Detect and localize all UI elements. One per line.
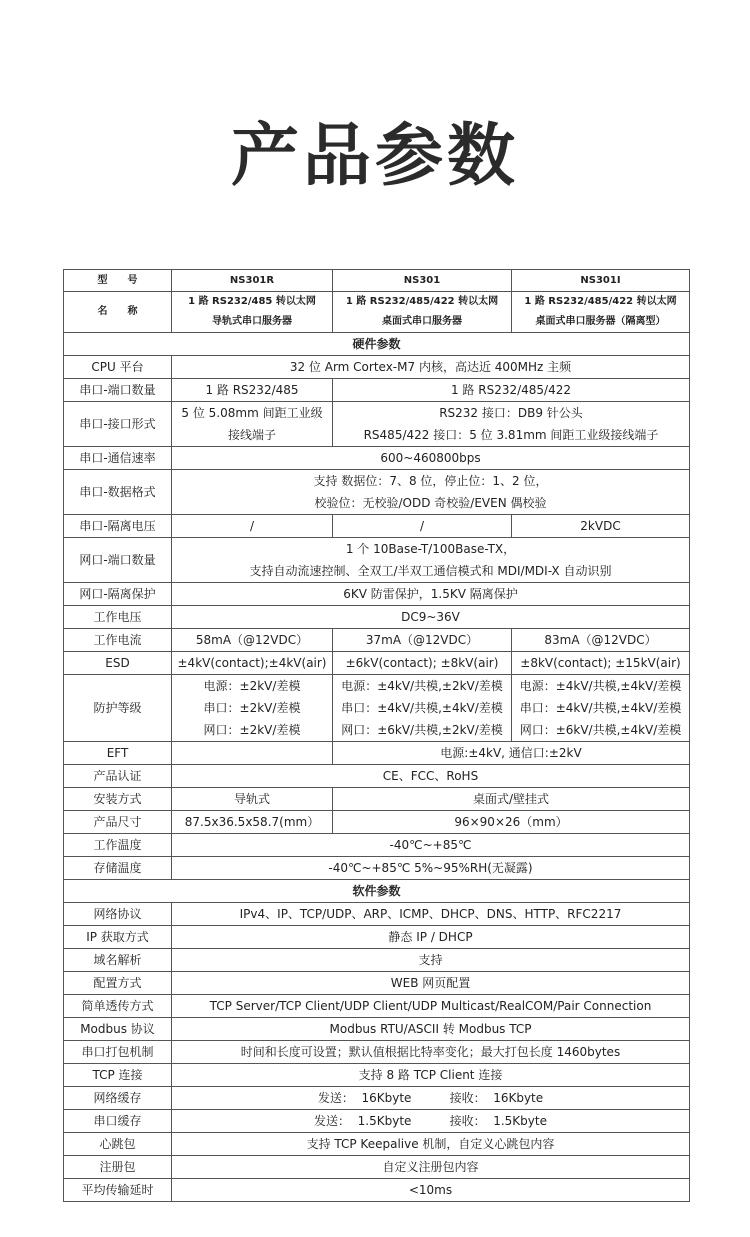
param-value: Modbus RTU/ASCII 转 Modbus TCP xyxy=(172,1018,690,1041)
param-label: 串口-接口形式 xyxy=(64,402,172,447)
section-row xyxy=(64,880,690,903)
param-value: 发送： 16Kbyte 接收： 16Kbyte xyxy=(172,1087,690,1110)
param-value: 支持 TCP Keepalive 机制，自定义心跳包内容 xyxy=(172,1133,690,1156)
table-row xyxy=(64,1156,690,1179)
param-value xyxy=(172,742,333,765)
name-ns301i: 1 路 RS232/485/422 转以太网 桌面式串口服务器（隔离型） xyxy=(512,292,690,333)
param-label: EFT xyxy=(64,742,172,765)
param-value: 96×90×26（mm） xyxy=(333,811,690,834)
table-row xyxy=(64,903,690,926)
table-row xyxy=(64,1064,690,1087)
param-value: 桌面式/壁挂式 xyxy=(333,788,690,811)
param-label: 串口-隔离电压 xyxy=(64,515,172,538)
param-value: ±8kV(contact); ±15kV(air) xyxy=(512,652,690,675)
param-value: 支持 xyxy=(172,949,690,972)
table-row xyxy=(64,834,690,857)
param-value: 导轨式 xyxy=(172,788,333,811)
param-label: 域名解析 xyxy=(64,949,172,972)
param-value: RS232 接口：DB9 针公头 RS485/422 接口：5 位 3.81mm 间距工业级接线端子 xyxy=(333,402,690,447)
table-row xyxy=(64,447,690,470)
table-row xyxy=(64,742,690,765)
table-row xyxy=(64,470,690,515)
param-value: IPv4、IP、TCP/UDP、ARP、ICMP、DHCP、DNS、HTTP、RFC2217 xyxy=(172,903,690,926)
name-ns301r: 1 路 RS232/485 转以太网 导轨式串口服务器 xyxy=(172,292,333,333)
param-value: WEB 网页配置 xyxy=(172,972,690,995)
table-row xyxy=(64,292,690,333)
model-label: 型 号 xyxy=(64,270,172,292)
param-label: IP 获取方式 xyxy=(64,926,172,949)
param-value: 时间和长度可设置；默认值根据比特率变化；最大打包长度 1460bytes xyxy=(172,1041,690,1064)
table-row xyxy=(64,270,690,292)
param-label: 工作电流 xyxy=(64,629,172,652)
param-value: 电源：±4kV/共模,±2kV/差模 串口：±4kV/共模,±4kV/差模 网口：±6kV/共模,±2kV/差模 xyxy=(333,675,512,742)
param-label: 串口-端口数量 xyxy=(64,379,172,402)
param-value: 电源：±4kV/共模,±4kV/差模 串口：±4kV/共模,±4kV/差模 网口：±6kV/共模,±4kV/差模 xyxy=(512,675,690,742)
param-value: 静态 IP / DHCP xyxy=(172,926,690,949)
param-label: 工作电压 xyxy=(64,606,172,629)
param-value: 83mA（@12VDC） xyxy=(512,629,690,652)
param-value: 支持 8 路 TCP Client 连接 xyxy=(172,1064,690,1087)
param-label: 工作温度 xyxy=(64,834,172,857)
table-row xyxy=(64,629,690,652)
table-row xyxy=(64,1087,690,1110)
param-value: 电源:±4kV, 通信口:±2kV xyxy=(333,742,690,765)
table-row xyxy=(64,379,690,402)
param-label: 配置方式 xyxy=(64,972,172,995)
param-value: 32 位 Arm Cortex-M7 内核，高达近 400MHz 主频 xyxy=(172,356,690,379)
param-label: 串口-通信速率 xyxy=(64,447,172,470)
table-row xyxy=(64,675,690,742)
table-row xyxy=(64,515,690,538)
param-label: TCP 连接 xyxy=(64,1064,172,1087)
param-value: 2kVDC xyxy=(512,515,690,538)
param-value: CE、FCC、RoHS xyxy=(172,765,690,788)
param-value: 600~460800bps xyxy=(172,447,690,470)
param-label: 网口-隔离保护 xyxy=(64,583,172,606)
param-value: 发送： 1.5Kbyte 接收： 1.5Kbyte xyxy=(172,1110,690,1133)
param-label: 心跳包 xyxy=(64,1133,172,1156)
param-value: 1 个 10Base-T/100Base-TX， 支持自动流速控制、全双工/半双工通信模式和 MDI/MDI-X 自动识别 xyxy=(172,538,690,583)
name-label: 名 称 xyxy=(64,292,172,333)
param-value: 58mA（@12VDC） xyxy=(172,629,333,652)
model-ns301r: NS301R xyxy=(172,270,333,292)
param-label: 防护等级 xyxy=(64,675,172,742)
table-row xyxy=(64,538,690,583)
hardware-section-title: 硬件参数 xyxy=(64,333,690,356)
table-row xyxy=(64,583,690,606)
table-row xyxy=(64,1133,690,1156)
param-label: 串口打包机制 xyxy=(64,1041,172,1064)
table-row xyxy=(64,606,690,629)
param-label: 串口-数据格式 xyxy=(64,470,172,515)
table-row xyxy=(64,1179,690,1202)
table-row xyxy=(64,972,690,995)
table-row xyxy=(64,995,690,1018)
param-label: 注册包 xyxy=(64,1156,172,1179)
table-row xyxy=(64,1110,690,1133)
param-label: 网络缓存 xyxy=(64,1087,172,1110)
param-value: 87.5x36.5x58.7(mm） xyxy=(172,811,333,834)
software-section-title: 软件参数 xyxy=(64,880,690,903)
param-value: 1 路 RS232/485 xyxy=(172,379,333,402)
param-value: ±4kV(contact);±4kV(air) xyxy=(172,652,333,675)
table-row xyxy=(64,402,690,447)
param-value: TCP Server/TCP Client/UDP Client/UDP Multicast/RealCOM/Pair Connection xyxy=(172,995,690,1018)
model-ns301: NS301 xyxy=(333,270,512,292)
param-label: ESD xyxy=(64,652,172,675)
table-row xyxy=(64,811,690,834)
table-row xyxy=(64,926,690,949)
param-label: 网口-端口数量 xyxy=(64,538,172,583)
param-label: 存储温度 xyxy=(64,857,172,880)
param-label: CPU 平台 xyxy=(64,356,172,379)
param-label: 串口缓存 xyxy=(64,1110,172,1133)
param-value: ±6kV(contact); ±8kV(air) xyxy=(333,652,512,675)
name-ns301: 1 路 RS232/485/422 转以太网 桌面式串口服务器 xyxy=(333,292,512,333)
table-row xyxy=(64,857,690,880)
param-value: 6KV 防雷保护，1.5KV 隔离保护 xyxy=(172,583,690,606)
param-value: 1 路 RS232/485/422 xyxy=(333,379,690,402)
param-value: 自定义注册包内容 xyxy=(172,1156,690,1179)
param-value: <10ms xyxy=(172,1179,690,1202)
table-row xyxy=(64,652,690,675)
param-value: DC9~36V xyxy=(172,606,690,629)
param-value: 电源：±2kV/差模 串口：±2kV/差模 网口：±2kV/差模 xyxy=(172,675,333,742)
param-label: 平均传输延时 xyxy=(64,1179,172,1202)
table-row xyxy=(64,949,690,972)
spec-table xyxy=(63,269,690,1202)
param-value: 37mA（@12VDC） xyxy=(333,629,512,652)
table-row xyxy=(64,788,690,811)
param-value: -40℃~+85℃ 5%~95%RH(无凝露) xyxy=(172,857,690,880)
param-value: / xyxy=(172,515,333,538)
param-label: 产品尺寸 xyxy=(64,811,172,834)
param-label: 简单透传方式 xyxy=(64,995,172,1018)
page-title: 产品参数 xyxy=(230,117,519,196)
table-row xyxy=(64,356,690,379)
table-row xyxy=(64,765,690,788)
param-label: 产品认证 xyxy=(64,765,172,788)
table-row xyxy=(64,1041,690,1064)
param-label: 安装方式 xyxy=(64,788,172,811)
param-value: / xyxy=(333,515,512,538)
param-value: 5 位 5.08mm 间距工业级 接线端子 xyxy=(172,402,333,447)
section-row xyxy=(64,333,690,356)
param-value: -40℃~+85℃ xyxy=(172,834,690,857)
param-value: 支持 数据位：7、8 位，停止位：1、2 位， 校验位：无校验/ODD 奇校验/EVEN 偶校验 xyxy=(172,470,690,515)
model-ns301i: NS301I xyxy=(512,270,690,292)
param-label: Modbus 协议 xyxy=(64,1018,172,1041)
param-label: 网络协议 xyxy=(64,903,172,926)
table-row xyxy=(64,1018,690,1041)
